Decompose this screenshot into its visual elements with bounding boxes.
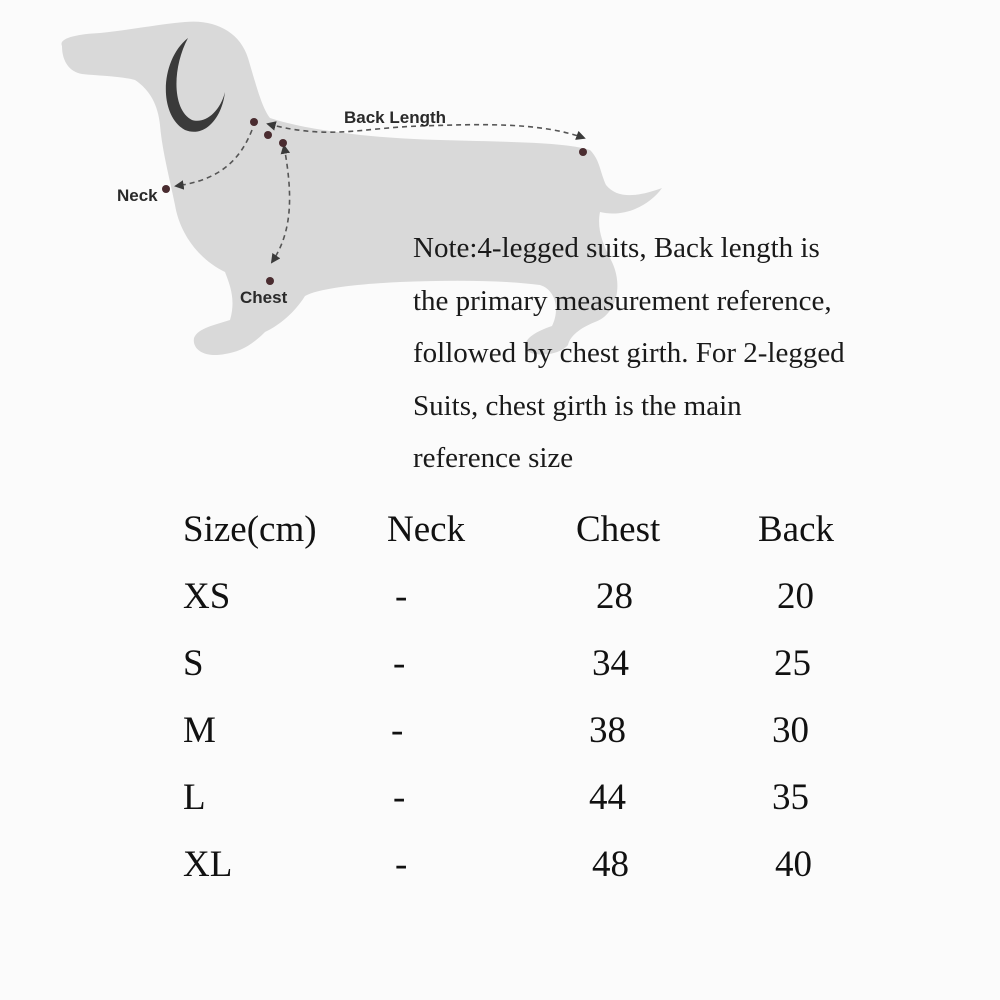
row-neck: - bbox=[395, 844, 408, 885]
measurement-note bbox=[413, 222, 973, 485]
row-chest: 48 bbox=[592, 844, 629, 885]
row-back: 30 bbox=[772, 710, 809, 751]
row-back: 40 bbox=[775, 844, 812, 885]
note-line: Note:4-legged suits, Back length is bbox=[413, 232, 820, 264]
back-length-label: Back Length bbox=[344, 108, 447, 127]
neck-label: Neck bbox=[117, 186, 158, 205]
header-neck: Neck bbox=[387, 509, 466, 550]
row-back: 25 bbox=[774, 643, 811, 684]
row-size: M bbox=[183, 710, 216, 751]
row-size: XS bbox=[183, 576, 231, 617]
row-neck: - bbox=[393, 777, 406, 818]
row-chest: 34 bbox=[592, 643, 629, 684]
row-chest: 28 bbox=[596, 576, 633, 617]
chest-label: Chest bbox=[240, 288, 288, 307]
marker-dot bbox=[162, 185, 170, 193]
row-neck: - bbox=[395, 576, 408, 617]
marker-dot bbox=[266, 277, 274, 285]
marker-dot bbox=[579, 148, 587, 156]
header-size: Size(cm) bbox=[183, 509, 317, 550]
header-back: Back bbox=[758, 509, 835, 550]
marker-dot bbox=[279, 139, 287, 147]
note-line: Suits, chest girth is the main bbox=[413, 389, 742, 422]
marker-dot bbox=[264, 131, 272, 139]
row-size: XL bbox=[183, 844, 233, 885]
note-line: followed by chest girth. For 2-legged bbox=[413, 337, 845, 369]
header-chest: Chest bbox=[576, 509, 661, 550]
row-neck: - bbox=[393, 643, 406, 684]
row-back: 35 bbox=[772, 777, 809, 818]
row-chest: 44 bbox=[589, 777, 626, 818]
row-size: L bbox=[183, 777, 206, 818]
row-back: 20 bbox=[777, 576, 814, 617]
row-chest: 38 bbox=[589, 710, 626, 751]
marker-dot bbox=[250, 118, 258, 126]
note-line: the primary measurement reference, bbox=[413, 284, 832, 317]
row-neck: - bbox=[391, 710, 404, 751]
note-line: reference size bbox=[413, 442, 574, 474]
row-size: S bbox=[183, 643, 204, 684]
